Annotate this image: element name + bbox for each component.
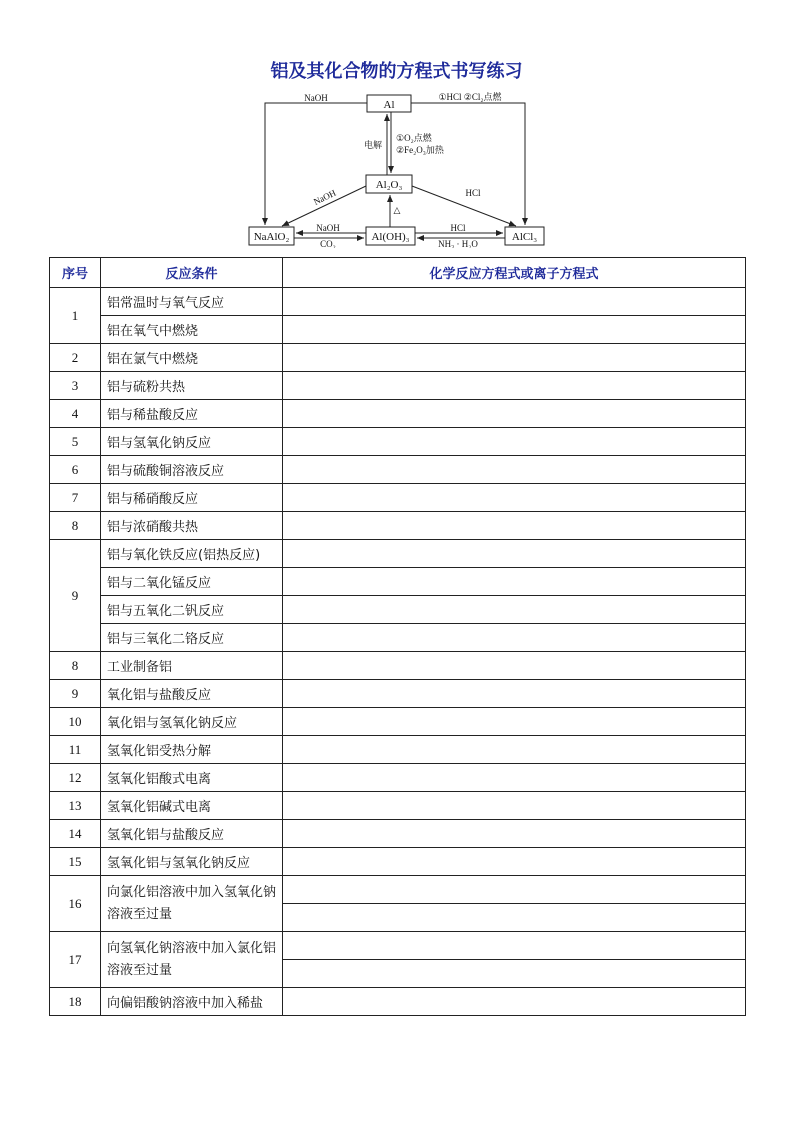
answer-cell[interactable] [283, 904, 746, 932]
aluminum-conversion-diagram [246, 86, 546, 248]
row-condition: 铝在氧气中燃烧 [101, 316, 283, 344]
answer-cell[interactable] [283, 736, 746, 764]
row-condition: 向氯化铝溶液中加入氢氧化钠溶液至过量 [101, 876, 283, 932]
row-number: 18 [50, 988, 101, 1016]
row-condition: 氢氧化铝与氢氧化钠反应 [101, 848, 283, 876]
answer-cell[interactable] [283, 876, 746, 904]
row-number: 5 [50, 428, 101, 456]
table-row [50, 344, 746, 372]
row-number: 8 [50, 652, 101, 680]
row-number: 3 [50, 372, 101, 400]
row-number: 8 [50, 512, 101, 540]
header-equation: 化学反应方程式或离子方程式 [283, 258, 746, 288]
row-number: 11 [50, 736, 101, 764]
table-row [50, 428, 746, 456]
label-naoh-top: NaOH [304, 93, 328, 103]
row-condition: 氢氧化铝酸式电离 [101, 764, 283, 792]
row-condition: 铝与三氧化二铬反应 [101, 624, 283, 652]
row-condition: 铝与稀硝酸反应 [101, 484, 283, 512]
answer-cell[interactable] [283, 764, 746, 792]
label-delta: △ [393, 205, 401, 215]
row-condition: 向氢氧化钠溶液中加入氯化铝溶液至过量 [101, 932, 283, 988]
row-number: 14 [50, 820, 101, 848]
row-number: 10 [50, 708, 101, 736]
row-number: 7 [50, 484, 101, 512]
row-condition: 铝与硫粉共热 [101, 372, 283, 400]
row-condition: 铝常温时与氧气反应 [101, 288, 283, 316]
row-number: 13 [50, 792, 101, 820]
row-condition: 铝与二氧化锰反应 [101, 568, 283, 596]
table-row [50, 764, 746, 792]
row-condition: 氧化铝与氢氧化钠反应 [101, 708, 283, 736]
arrow-al-to-alcl3 [411, 103, 525, 225]
answer-cell[interactable] [283, 484, 746, 512]
label-hcl-mid: HCl [450, 223, 466, 233]
answer-cell[interactable] [283, 932, 746, 960]
page-title: 铝及其化合物的方程式书写练习 [270, 61, 523, 82]
answer-cell[interactable] [283, 512, 746, 540]
table-row [50, 988, 746, 1016]
answer-cell[interactable] [283, 400, 746, 428]
answer-cell[interactable] [283, 372, 746, 400]
row-condition: 铝与氢氧化钠反应 [101, 428, 283, 456]
answer-cell[interactable] [283, 848, 746, 876]
table-row [50, 568, 746, 596]
table-row [50, 848, 746, 876]
table-row [50, 624, 746, 652]
node-aloh3: Al(OH)₃ [371, 231, 410, 243]
table-row [50, 484, 746, 512]
row-condition: 氢氧化铝受热分解 [101, 736, 283, 764]
row-number: 17 [50, 932, 101, 988]
table-row [50, 372, 746, 400]
answer-cell[interactable] [283, 988, 746, 1016]
row-condition: 铝在氯气中燃烧 [101, 344, 283, 372]
table-header-row [50, 258, 746, 288]
table-row [50, 316, 746, 344]
answer-cell[interactable] [283, 680, 746, 708]
row-number: 12 [50, 764, 101, 792]
answer-cell[interactable] [283, 708, 746, 736]
row-condition: 铝与五氧化二钒反应 [101, 596, 283, 624]
label-naoh-diag: NaOH [311, 187, 338, 207]
node-naalo2: NaAlO₂ [253, 231, 290, 243]
row-number: 4 [50, 400, 101, 428]
row-number: 1 [50, 288, 101, 344]
table-row [50, 820, 746, 848]
node-alcl3: AlCl₃ [511, 231, 538, 243]
table-row [50, 708, 746, 736]
row-condition: 铝与浓硝酸共热 [101, 512, 283, 540]
answer-cell[interactable] [283, 820, 746, 848]
row-condition: 铝与硫酸铜溶液反应 [101, 456, 283, 484]
header-num: 序号 [50, 258, 101, 288]
answer-cell[interactable] [283, 344, 746, 372]
row-number: 16 [50, 876, 101, 932]
answer-cell[interactable] [283, 652, 746, 680]
row-condition: 氢氧化铝与盐酸反应 [101, 820, 283, 848]
answer-cell[interactable] [283, 456, 746, 484]
row-condition: 铝与氧化铁反应(铝热反应) [101, 540, 283, 568]
row-number: 9 [50, 680, 101, 708]
row-condition: 工业制备铝 [101, 652, 283, 680]
answer-cell[interactable] [283, 792, 746, 820]
label-nh3: NH₃ · H₂O [438, 239, 478, 248]
label-fe2o3-heat: ②Fe₂O₃加热 [396, 145, 444, 155]
row-number: 6 [50, 456, 101, 484]
row-condition: 向偏铝酸钠溶液中加入稀盐 [101, 988, 283, 1016]
table-row [50, 456, 746, 484]
answer-cell[interactable] [283, 960, 746, 988]
row-number: 15 [50, 848, 101, 876]
answer-cell[interactable] [283, 624, 746, 652]
table-row [50, 400, 746, 428]
table-row [50, 680, 746, 708]
table-row [50, 792, 746, 820]
label-electrolysis: 电解 [363, 140, 382, 150]
label-naoh-mid: NaOH [316, 223, 340, 233]
table-row [50, 932, 746, 960]
table-row [50, 876, 746, 904]
answer-cell[interactable] [283, 596, 746, 624]
node-al: Al [383, 99, 395, 111]
arrow-al2o3-to-alcl3 [412, 186, 516, 226]
table-row [50, 288, 746, 316]
answer-cell[interactable] [283, 568, 746, 596]
answer-cell[interactable] [283, 316, 746, 344]
label-co2: CO₂ [320, 239, 336, 248]
answer-cell[interactable] [283, 288, 746, 316]
header-condition: 反应条件 [101, 258, 283, 288]
label-o2-ignite: ①O₂点燃 [396, 133, 432, 143]
row-number: 2 [50, 344, 101, 372]
row-condition: 铝与稀盐酸反应 [101, 400, 283, 428]
table-row [50, 512, 746, 540]
table-row [50, 736, 746, 764]
node-al2o3: Al₂O₃ [375, 179, 403, 191]
label-hcl-diag: HCl [465, 188, 481, 198]
equation-practice-table [49, 257, 746, 1016]
label-hcl-cl2: ①HCl ②Cl₂点燃 [438, 92, 502, 102]
table-row [50, 652, 746, 680]
row-number: 9 [50, 540, 101, 652]
answer-cell[interactable] [283, 428, 746, 456]
row-condition: 氧化铝与盐酸反应 [101, 680, 283, 708]
row-condition: 氢氧化铝碱式电离 [101, 792, 283, 820]
answer-cell[interactable] [283, 540, 746, 568]
table-row [50, 540, 746, 568]
table-row [50, 596, 746, 624]
